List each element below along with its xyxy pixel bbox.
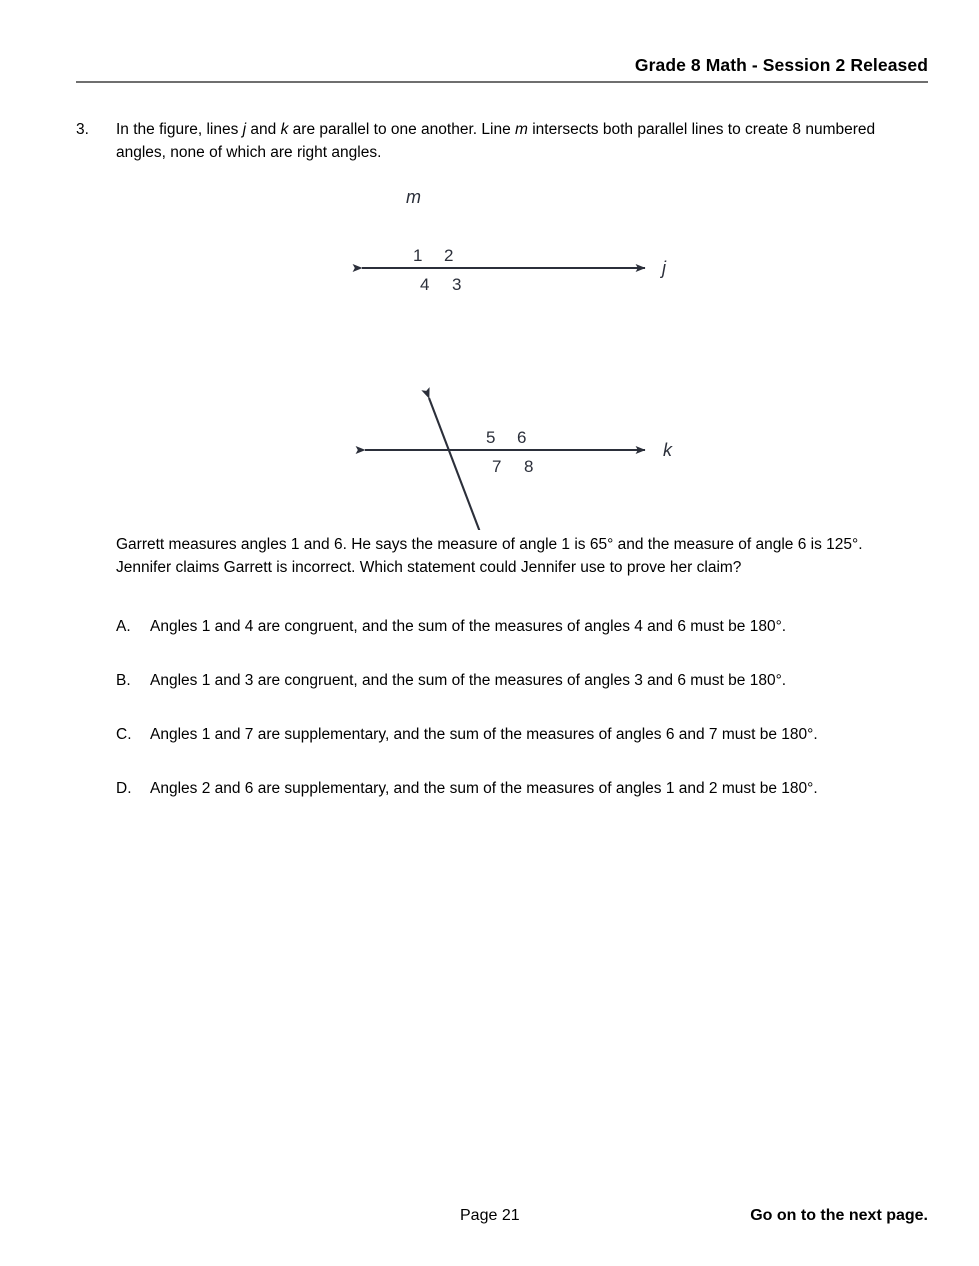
angle-label-6: 6 — [517, 428, 527, 447]
angle-label-8: 8 — [524, 457, 534, 476]
label-line-m: m — [406, 187, 421, 207]
question-block — [76, 119, 936, 164]
question-number: 3. — [76, 121, 89, 138]
label-line-j: j — [662, 258, 666, 278]
angle-label-7: 7 — [492, 457, 502, 476]
footer-page-number: Page 21 — [460, 1207, 520, 1224]
label-line-k: k — [663, 440, 672, 460]
stem-text-part-2: and — [246, 121, 281, 138]
stem-text-part-3: are parallel to one another. Line — [288, 121, 515, 138]
stem-text-part-4: intersects both parallel lines to create 8 numbered angles, none of which are right angles. — [116, 121, 876, 161]
choice-text-c: Angles 1 and 7 are supplementary, and the sum of the measures of angles 6 and 7 must be 180°. — [150, 726, 818, 743]
choice-text-d: Angles 2 and 6 are supplementary, and the sum of the measures of angles 1 and 2 must be 180°. — [150, 780, 818, 797]
answer-choices — [116, 616, 936, 832]
question-stem — [116, 119, 916, 164]
angle-label-3: 3 — [452, 275, 462, 294]
angle-label-1: 1 — [413, 246, 423, 265]
figure-svg — [0, 170, 979, 530]
angle-label-5: 5 — [486, 428, 496, 447]
angle-label-4: 4 — [420, 275, 430, 294]
footer-next-page-notice: Go on to the next page. — [750, 1207, 928, 1224]
page-footer — [0, 1206, 979, 1236]
stem-line-j-label: j — [242, 121, 247, 138]
choice-letter-c: C. — [116, 726, 132, 743]
stem-text-part-1: In the figure, lines — [116, 121, 243, 138]
choice-text-a: Angles 1 and 4 are congruent, and the sum of the measures of angles 4 and 6 must be 180°. — [150, 618, 787, 635]
answer-choice-d[interactable] — [116, 778, 936, 822]
choice-letter-d: D. — [116, 780, 132, 797]
choice-text-b: Angles 1 and 3 are congruent, and the sum of the measures of angles 3 and 6 must be 180°. — [150, 672, 787, 689]
choice-letter-b: B. — [116, 672, 131, 689]
header-divider — [76, 81, 928, 83]
question-prompt: Garrett measures angles 1 and 6. He says the measure of angle 1 is 65° and the measure of angle 6 is 125°. Jennifer claims Garrett is incorrect. Which statement could Jennifer use to prove her claim? — [116, 536, 863, 576]
transversal-line-m — [429, 398, 534, 530]
answer-choice-a[interactable] — [116, 616, 936, 660]
stem-line-m-label: m — [515, 121, 528, 138]
choice-letter-a: A. — [116, 618, 131, 635]
page-header — [0, 0, 979, 90]
angle-label-2: 2 — [444, 246, 454, 265]
answer-choice-b[interactable] — [116, 670, 936, 714]
page-title: Grade 8 Math - Session 2 Released — [634, 55, 928, 75]
stem-line-k-label: k — [280, 121, 289, 138]
answer-choice-c[interactable] — [116, 724, 936, 768]
parallel-lines-figure — [0, 170, 979, 530]
